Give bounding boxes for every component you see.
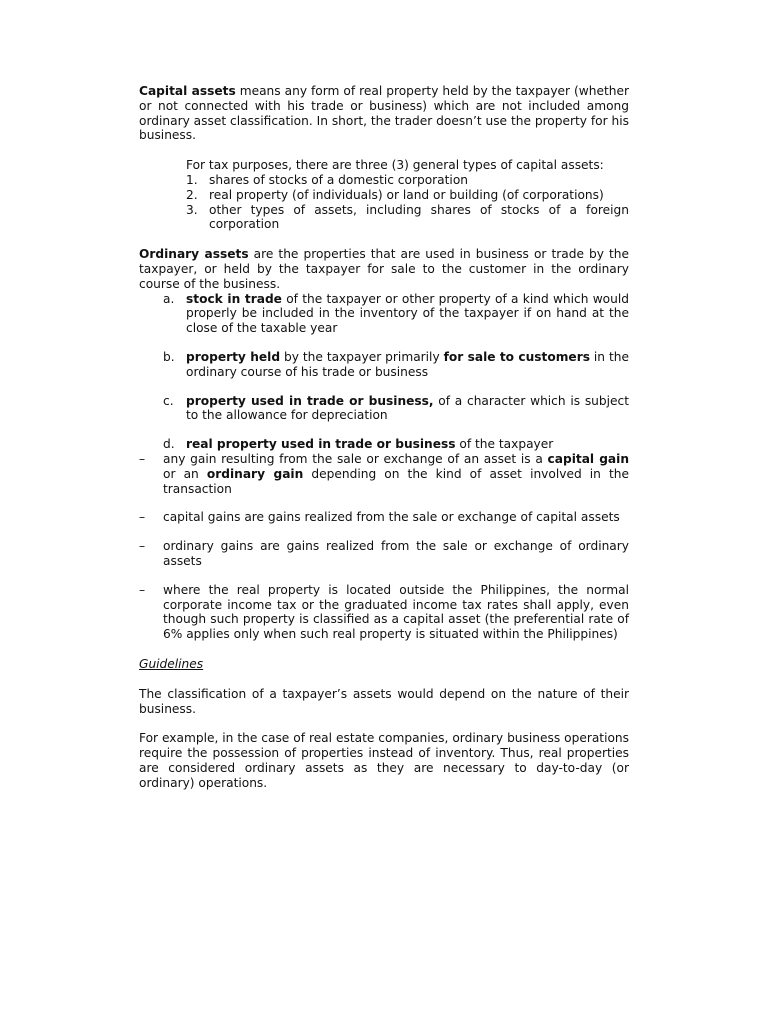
list-item-bold: ordinary gain [206,466,304,481]
list-item-text: real property (of individuals) or land or building (of corporations) [209,187,604,202]
ordinary-assets-paragraph [139,247,629,291]
list-item [139,583,629,642]
dash-marker: – [139,510,146,525]
list-item-bold: property held [186,349,281,364]
capital-types-intro: For tax purposes, there are three (3) general types of capital assets: [186,158,604,173]
dash-marker: – [139,451,146,466]
list-item-text: of the taxpayer or other property of a kind which would properly be included in the inventory of the taxpayer if on hand at the close of the taxable year [186,291,629,336]
guidelines-paragraph-2: For example, in the case of real estate companies, ordinary business operations require the possession of properties instead of inventory. Thus, real properties are considered ordinary assets as they are necessary to day-to-day (or ordinary) operations. [139,731,629,790]
list-item-text: ordinary gains are gains realized from the sale or exchange of ordinary assets [163,539,629,568]
list-item [163,292,629,336]
list-item [163,394,629,424]
dash-marker: – [139,582,146,597]
list-item-text: by the taxpayer primarily [280,349,444,364]
guidelines-heading: Guidelines [139,656,204,671]
list-item-text: of a character which is subject to the allowance for depreciation [186,393,630,423]
list-item-text: other types of assets, including shares of stocks of a foreign corporation [209,202,629,232]
list-marker: 3. [186,202,198,217]
list-item-text: or an [163,466,207,481]
ordinary-assets-term: Ordinary assets [139,247,249,262]
list-item-bold: property used in trade or business, [186,393,434,408]
list-item [139,452,629,496]
list-item-text: of the taxpayer [455,437,554,452]
gains-notes-list [139,452,629,642]
list-item-bold: for sale to customers [443,349,590,364]
list-item-text: where the real property is located outside the Philippines, the normal corporate income tax or the graduated income tax rates shall apply, even though such property is classified as a capital asset (the preferential rate of 6% applies only when such real property is situated within the Philippines) [163,582,629,642]
list-item-bold: stock in trade [186,291,282,306]
dash-marker: – [139,539,146,554]
capital-assets-definition: means any form of real property held by the taxpayer (whether or not connected with his trade or business) which are not included among ordinary asset classification. In short, the trader doesn’t use the property for his business. [139,84,629,143]
list-marker: b. [163,349,175,364]
document-page [139,84,629,790]
list-item-text: shares of stocks of a domestic corporation [209,172,468,187]
list-item-text: in the ordinary course of his trade or business [186,349,629,379]
list-item [139,510,629,525]
list-item [163,437,629,452]
list-item-text: any gain resulting from the sale or exchange of an asset is a [163,451,548,466]
ordinary-assets-list [163,292,629,452]
list-item [186,173,629,188]
list-item-text: depending on the kind of asset involved in the transaction [163,466,629,496]
list-item [139,539,629,569]
capital-assets-term: Capital assets [139,84,236,98]
list-marker: 1. [186,172,198,187]
guidelines-paragraph-1: The classification of a taxpayer’s assets would depend on the nature of their business. [139,686,629,716]
capital-assets-paragraph [139,84,629,143]
list-item [186,188,629,203]
list-item [163,350,629,380]
list-marker: 2. [186,187,198,202]
capital-types-list [186,173,629,232]
list-item-bold: capital gain [547,451,629,466]
list-marker: c. [163,393,174,408]
ordinary-assets-definition: are the properties that are used in business or trade by the taxpayer, or held by the taxpayer for sale to the customer in the ordinary course of the business. [139,247,629,291]
list-item [186,203,629,233]
list-item-text: capital gains are gains realized from the sale or exchange of capital assets [163,510,620,525]
list-marker: a. [163,291,175,306]
list-item-bold: real property used in trade or business [186,437,456,452]
list-marker: d. [163,437,175,452]
